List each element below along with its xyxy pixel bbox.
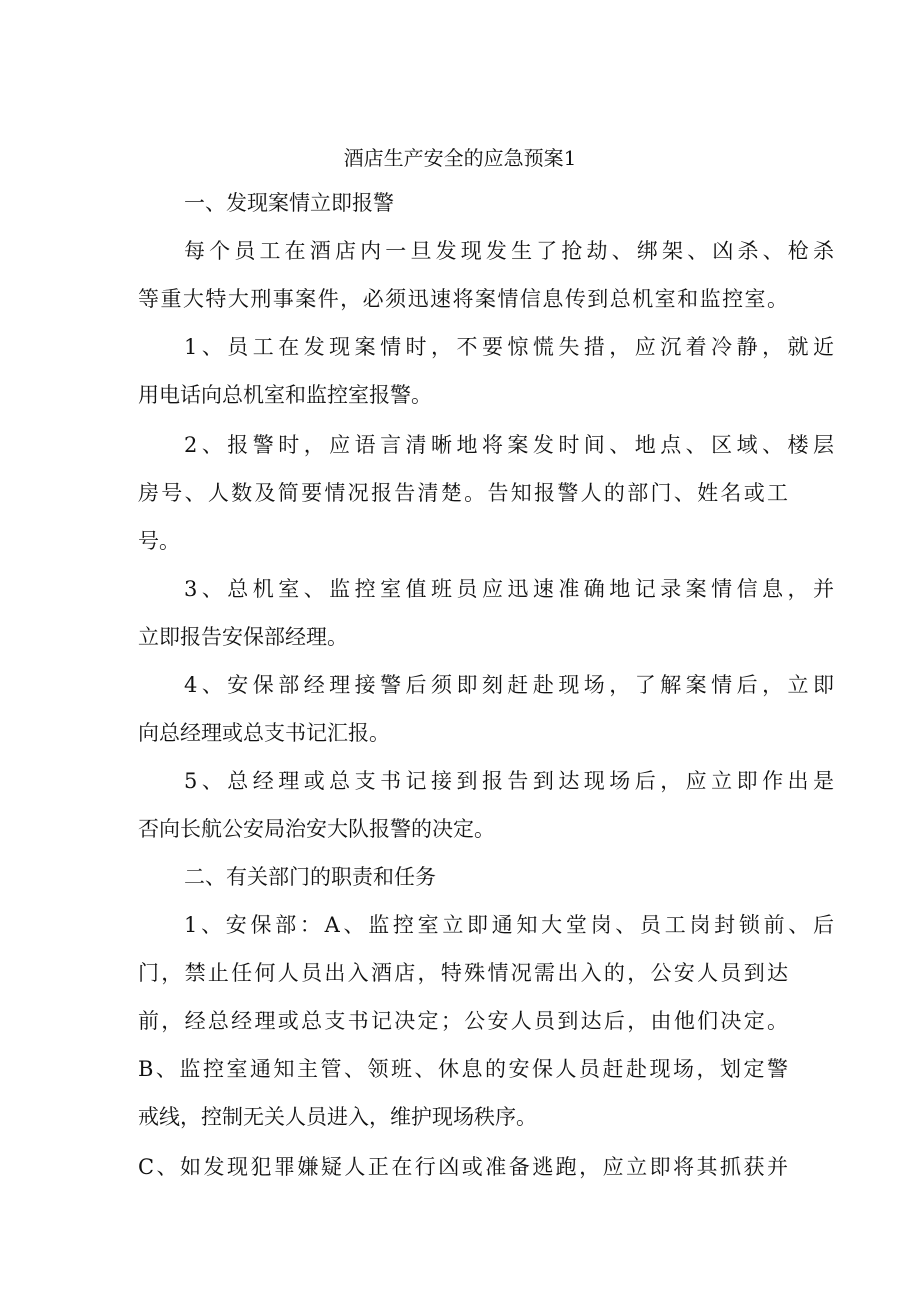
paragraph-line: 1、员工在发现案情时，不要惊慌失措，应沉着冷静，就近 [184,335,834,359]
paragraph-line: 房号、人数及简要情况报告清楚。告知报警人的部门、姓名或工 [138,481,788,505]
paragraph-line: 门，禁止任何人员出入酒店，特殊情况需出入的，公安人员到达 [138,961,788,985]
document-title: 酒店生产安全的应急预案1 [343,146,577,170]
paragraph-line: 等重大特大刑事案件，必须迅速将案情信息传到总机室和监控室。 [138,287,788,311]
paragraph-line: 用电话向总机室和监控室报警。 [138,383,432,407]
section-heading-1: 一、发现案情立即报警 [184,191,394,215]
paragraph-line: 1、安保部：A、监控室立即通知大堂岗、员工岗封锁前、后 [184,913,834,937]
paragraph-line: 否向长航公安局治安大队报警的决定。 [138,817,495,841]
paragraph-line: C、如发现犯罪嫌疑人正在行凶或准备逃跑，应立即将其抓获并 [138,1155,788,1179]
paragraph-line: 戒线，控制无关人员进入，维护现场秩序。 [138,1105,537,1129]
paragraph-line: 3、总机室、监控室值班员应迅速准确地记录案情信息，并 [184,577,834,601]
paragraph-line: 号。 [138,529,180,553]
paragraph-line: 4、安保部经理接警后须即刻赶赴现场，了解案情后，立即 [184,673,834,697]
paragraph-line: 2、报警时，应语言清晰地将案发时间、地点、区域、楼层 [184,433,834,457]
section-heading-2: 二、有关部门的职责和任务 [184,865,436,889]
paragraph-line: B、监控室通知主管、领班、休息的安保人员赶赴现场，划定警 [138,1057,788,1081]
paragraph-line: 每个员工在酒店内一旦发现发生了抢劫、绑架、凶杀、枪杀 [184,239,834,263]
paragraph-line: 5、总经理或总支书记接到报告到达现场后，应立即作出是 [184,769,834,793]
paragraph-line: 立即报告安保部经理。 [138,625,348,649]
paragraph-line: 前，经总经理或总支书记决定；公安人员到达后，由他们决定。 [138,1009,788,1033]
paragraph-line: 向总经理或总支书记汇报。 [138,721,390,745]
